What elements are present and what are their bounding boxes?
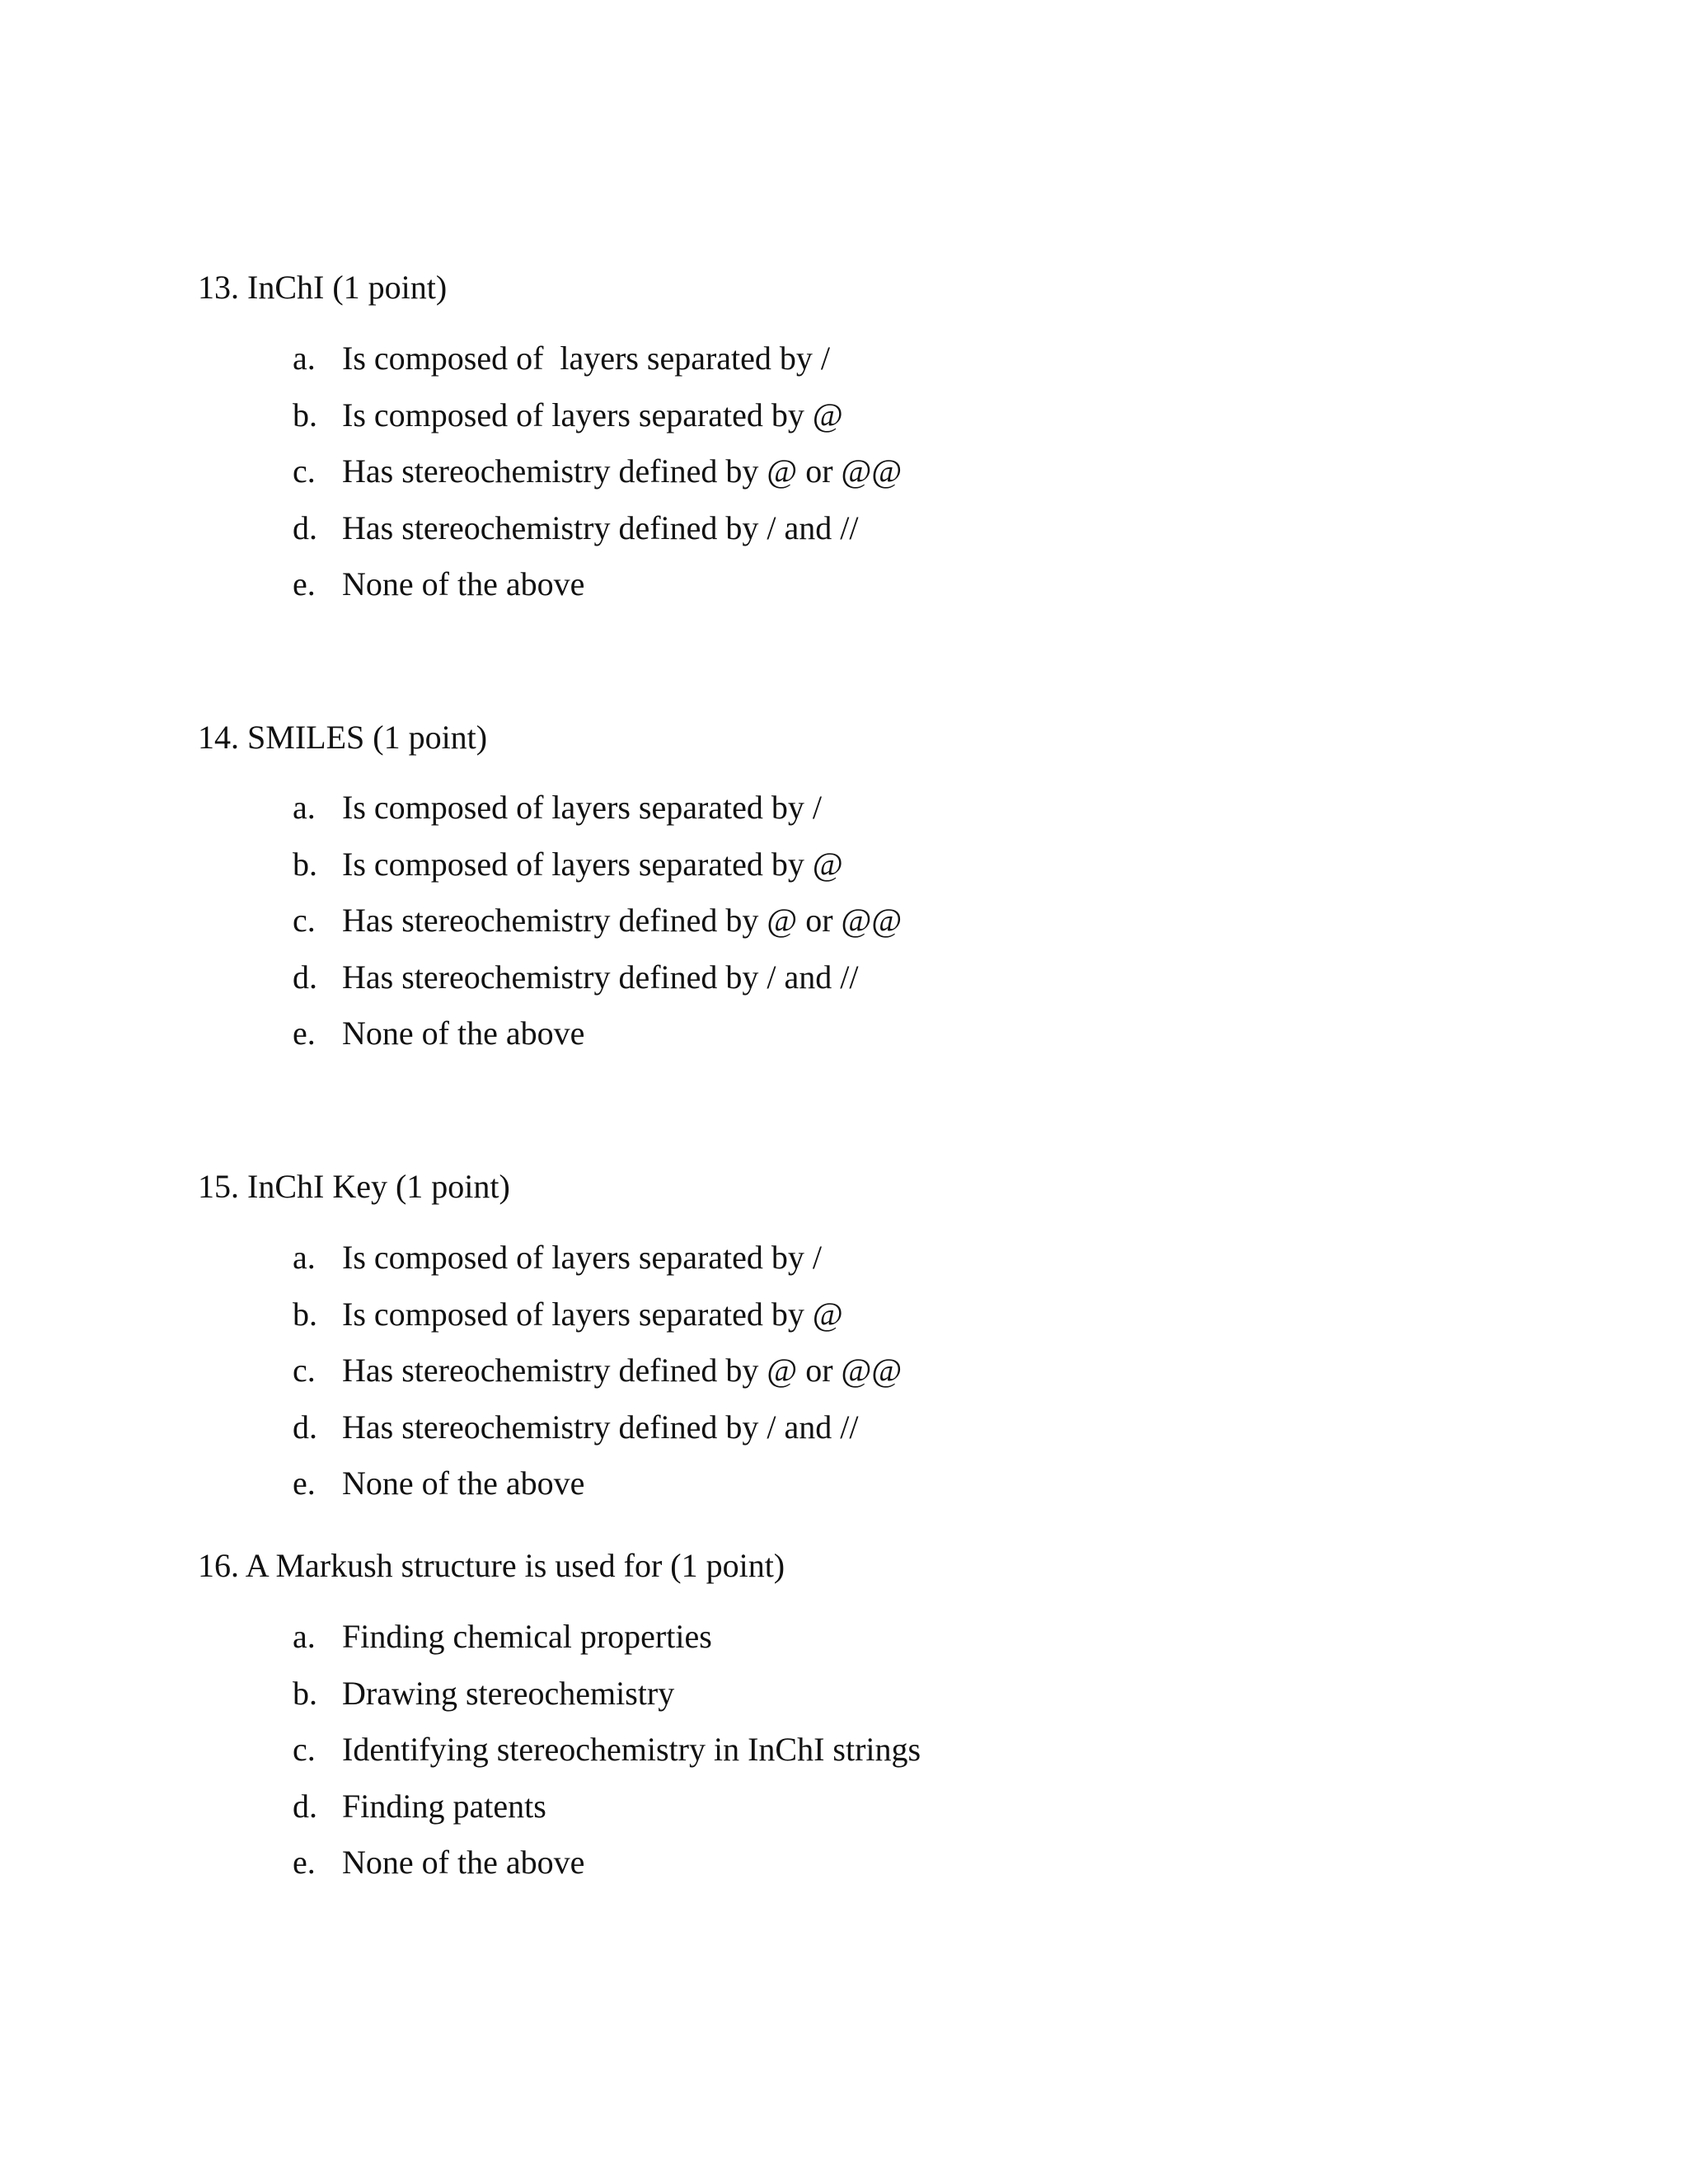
option-text: Finding patents [342,1787,546,1825]
option-text: Is composed of layers separated by / [342,1239,823,1276]
option-text: None of the above [342,1465,585,1502]
option-letter: b. [293,1295,317,1333]
option-text: Is composed of layers separated by / [342,340,831,377]
option-letter: b. [293,845,317,883]
option-text: Has stereochemistry defined by @ or @@ [342,1352,903,1389]
option-text: Drawing stereochemistry [342,1674,675,1712]
option-letter: c. [293,1352,316,1389]
option-letter: a. [293,340,316,377]
option-letter: e. [293,1015,316,1052]
question-13-title: 13. InChI (1 point) [198,269,448,306]
question-15-title: 15. InChI Key (1 point) [198,1168,510,1205]
option-letter: b. [293,1674,317,1712]
option-text: Has stereochemistry defined by / and // [342,509,859,546]
option-letter: c. [293,1731,316,1768]
option-text: Is composed of layers separated by @ [342,1295,843,1333]
option-letter: c. [293,452,316,490]
option-text: Has stereochemistry defined by / and // [342,958,859,996]
option-letter: d. [293,509,317,546]
option-letter: d. [293,1408,317,1446]
option-text: Has stereochemistry defined by / and // [342,1408,859,1446]
option-letter: c. [293,902,316,939]
option-text: None of the above [342,565,585,602]
question-16-title: 16. A Markush structure is used for (1 point) [198,1547,785,1584]
option-letter: d. [293,1787,317,1825]
option-letter: b. [293,396,317,434]
option-letter: d. [293,958,317,996]
option-letter: a. [293,789,316,826]
option-text: Has stereochemistry defined by @ or @@ [342,452,903,490]
option-text: Is composed of layers separated by @ [342,845,843,883]
option-text: Has stereochemistry defined by @ or @@ [342,902,903,939]
option-text: Is composed of layers separated by / [342,789,823,826]
option-text: Finding chemical properties [342,1618,712,1655]
option-letter: e. [293,1844,316,1881]
option-letter: e. [293,1465,316,1502]
question-14-title: 14. SMILES (1 point) [198,719,488,756]
option-text: Is composed of layers separated by @ [342,396,843,434]
option-text: None of the above [342,1015,585,1052]
option-letter: a. [293,1618,316,1655]
option-text: None of the above [342,1844,585,1881]
option-letter: a. [293,1239,316,1276]
option-text: Identifying stereochemistry in InChI strings [342,1731,921,1768]
option-letter: e. [293,565,316,602]
